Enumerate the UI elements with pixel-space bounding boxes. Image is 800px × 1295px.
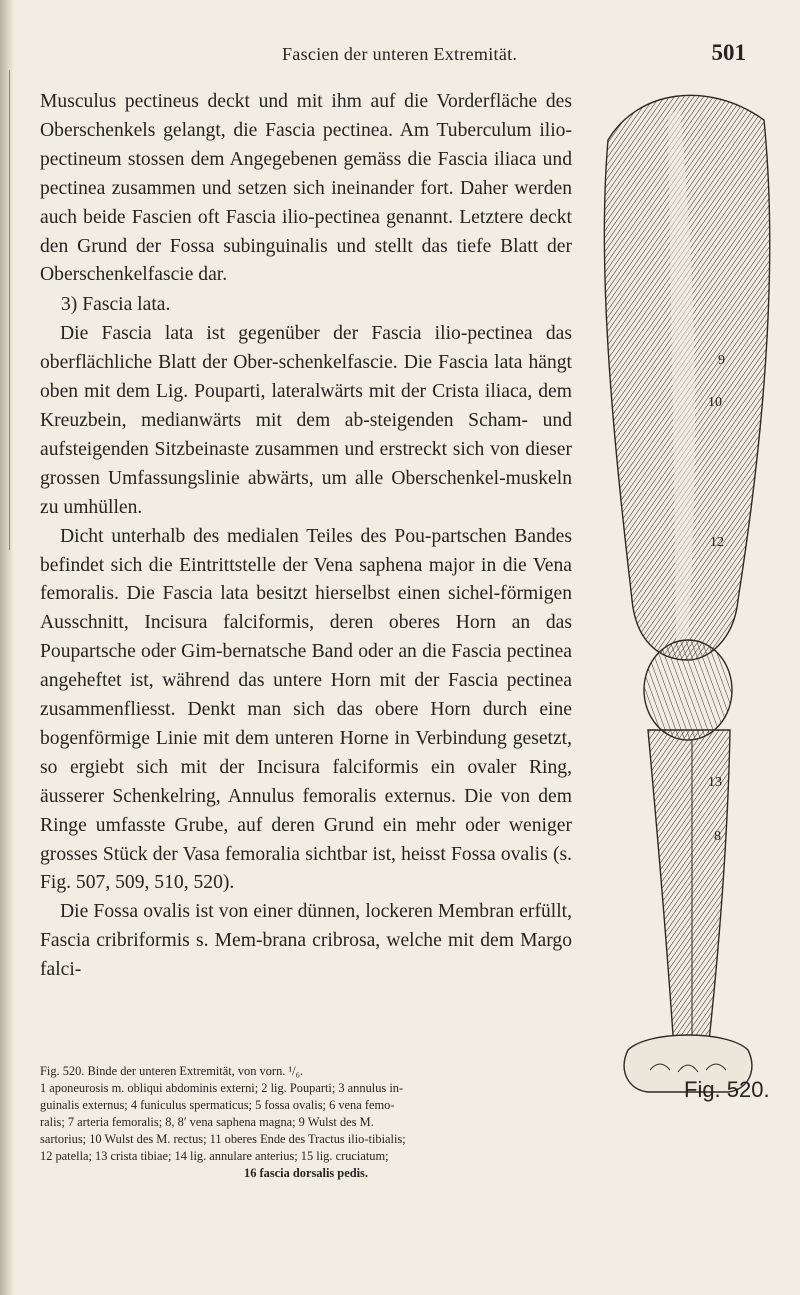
figure-number: 8 <box>714 829 721 844</box>
figure-label: Fig. 520. <box>684 1077 770 1102</box>
running-header <box>232 40 746 74</box>
page-binding-edge <box>0 0 14 1295</box>
figure-number: 13 <box>708 775 722 790</box>
page-number: 501 <box>711 40 746 65</box>
caption-title: Fig. 520. Binde der unteren Extremität, von vorn. ¹/₆. <box>40 1064 304 1078</box>
caption-last-line: 16 fascia dorsalis pedis. <box>244 1166 368 1180</box>
caption-line: 12 patella; 13 crista tibiae; 14 lig. annulare anterius; 15 lig. cruciatum; <box>40 1149 389 1163</box>
caption-line: ralis; 7 arteria femoralis; 8, 8′ vena saphena magna; 9 Wulst des M. <box>40 1115 374 1129</box>
caption-line: guinalis externus; 4 funiculus spermaticus; 5 fossa ovalis; 6 vena femo- <box>40 1098 395 1112</box>
paragraph-2: Die Fascia lata ist gegenüber der Fascia ilio-pectinea das oberflächliche Blatt der Ober-schenkelfascie. Die Fascia lata hängt oben mit dem Lig. Pouparti, lateralwärts mit der Crista iliaca, dem Kreuzbein, medianwärts mit dem ab-steigenden Scham- und aufsteigenden Sitzbeinaste zusammen und erstreckt sich von dieser grossen Umfassungslinie abwärts, um alle Oberschenkel-muskeln zu umhüllen. <box>40 323 572 518</box>
caption-line: sartorius; 10 Wulst des M. rectus; 11 oberes Ende des Tractus ilio-tibialis; <box>40 1132 406 1146</box>
body-text <box>40 88 572 985</box>
leg-fascia-illustration <box>588 80 784 1100</box>
paragraph-1: Musculus pectineus deckt und mit ihm auf die Vorderfläche des Oberschenkels gelangt, die Fascia pectinea. Am Tuberculum ilio-pectineum stossen dem Angegebenen gemäss die Fascia iliaca und pectinea zusammen und setzen sich ineinander fort. Daher werden auch beide Fascien oft Fascia ilio-pectinea genannt. Letztere deckt den Grund der Fossa subinguinalis und stellt das tiefe Blatt der Oberschenkelfascie dar. <box>40 91 572 286</box>
binding-line <box>9 70 10 550</box>
section-heading: 3) Fascia lata. <box>61 294 171 316</box>
figure-number: 12 <box>710 535 724 550</box>
paragraph-4: Die Fossa ovalis ist von einer dünnen, lockeren Membran erfüllt, Fascia cribriformis s. Mem-brana cribrosa, welche mit dem Margo falci- <box>40 901 572 981</box>
knee-patella <box>644 640 732 740</box>
paragraph-3: Dicht unterhalb des medialen Teiles des Pou-partschen Bandes befindet sich die Eintrittstelle der Vena saphena major in die Vena femoralis. Die Fascia lata besitzt hierselbst einen sichel-förmigen Ausschnitt, Incisura falciformis, deren oberes Horn an das Poupartsche oder Gim-bernatsche Band oder an die Fascia pectinea angeheftet ist, während das untere Horn mit der Fascia pectinea zusammenfliesst. Denkt man sich das obere Horn durch eine bogenförmige Linie mit dem unteren Horne in Verbindung gesetzt, so ergiebt sich mit der Incisura falciformis ein ovaler Ring, äusserer Schenkelring, Annulus femoralis externus. Die von dem Ringe umfasste Grube, auf deren Grund ein mehr oder weniger grosses Stück der Vasa femoralia sichtbar ist, heisst Fossa ovalis (s. Fig. 507, 509, 510, 520). <box>40 525 572 894</box>
caption-line: 1 aponeurosis m. obliqui abdominis externi; 2 lig. Pouparti; 3 annulus in- <box>40 1081 404 1095</box>
running-title: Fascien der unteren Extremität. <box>282 44 518 64</box>
figure-number: 9 <box>718 353 725 368</box>
figure-caption <box>40 1063 572 1182</box>
figure-number: 10 <box>708 395 722 410</box>
